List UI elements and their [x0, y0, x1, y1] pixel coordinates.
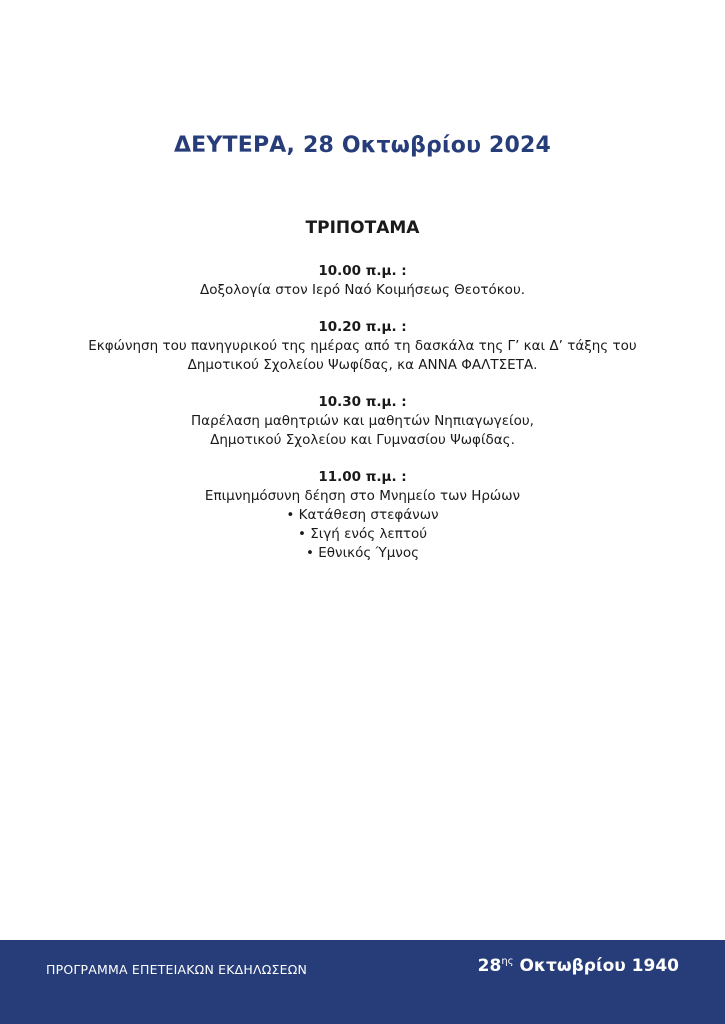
footer-day-number: 28: [477, 956, 502, 976]
event-item: [0, 393, 725, 450]
footer-anniversary: [478, 956, 679, 976]
location-heading: ΤΡΙΠΟΤΑΜΑ: [305, 218, 420, 238]
footer-ordinal-suffix: ης: [501, 956, 514, 967]
event-description: Παρέλαση μαθητριών και μαθητών Νηπιαγωγείου,: [191, 413, 534, 429]
footer-month-year: Οκτωβρίου 1940: [513, 956, 679, 976]
event-schedule: [0, 262, 725, 581]
event-description: Δημοτικού Σχολείου και Γυμνασίου Ψωφίδας.: [210, 432, 515, 448]
event-time: 10.00 π.μ. :: [318, 263, 407, 279]
event-time: 11.00 π.μ. :: [318, 469, 407, 485]
event-description: Εκφώνηση του πανηγυρικού της ημέρας από τη δασκάλα της Γ’ και Δ’ τάξης του: [88, 338, 637, 354]
event-bullet-item: • Κατάθεση στεφάνων: [286, 507, 439, 523]
event-description: Δημοτικού Σχολείου Ψωφίδας, κα ΑΝΝΑ ΦΑΛΤΣΕΤΑ.: [187, 357, 538, 373]
footer-program-title: ΠΡΟΓΡΑΜΜΑ ΕΠΕΤΕΙΑΚΩΝ ΕΚΔΗΛΩΣΕΩΝ: [46, 962, 308, 977]
event-description: Δοξολογία στον Ιερό Ναό Κοιμήσεως Θεοτόκου.: [199, 282, 526, 298]
page-title: ΔΕΥΤΕΡΑ, 28 Οκτωβρίου 2024: [173, 133, 552, 158]
event-description: Επιμνημόσυνη δέηση στο Μνημείο των Ηρώων: [204, 488, 521, 504]
event-item: [0, 468, 725, 563]
event-bullet-item: • Εθνικός Ύμνος: [305, 545, 420, 561]
event-item: [0, 318, 725, 375]
event-bullet-item: • Σιγή ενός λεπτού: [297, 526, 428, 542]
event-time: 10.30 π.μ. :: [318, 394, 407, 410]
footer-bar: [0, 940, 725, 1024]
event-time: 10.20 π.μ. :: [318, 319, 407, 335]
event-item: [0, 262, 725, 300]
